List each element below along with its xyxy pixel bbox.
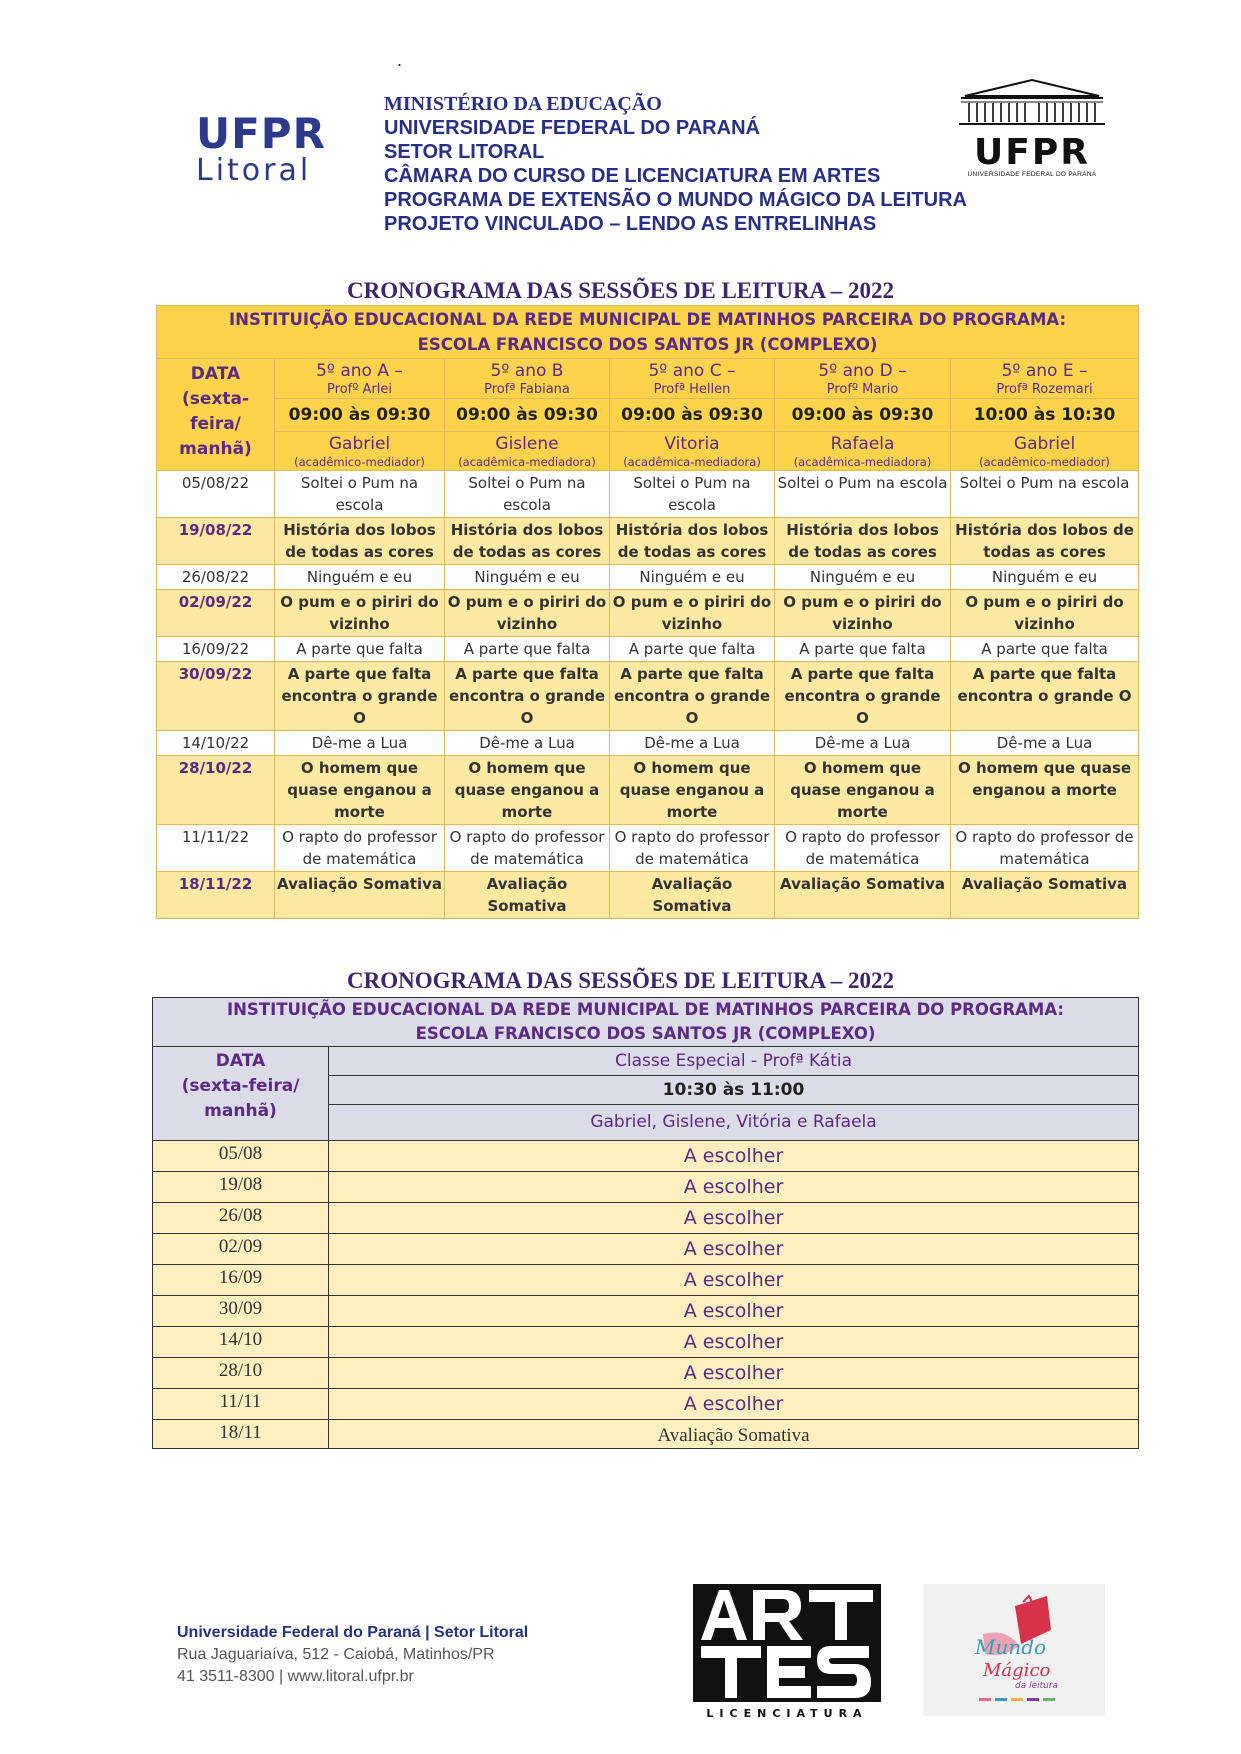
date-header-line: (sexta- (181, 389, 250, 409)
activity-cell: A escolher (329, 1327, 1139, 1358)
schedule2-row (153, 1358, 1139, 1389)
header-sector: SETOR LITORAL (384, 141, 545, 163)
class-mediator (610, 432, 775, 471)
class-prof: Profª Fabiana (484, 382, 570, 397)
schedule2-row (153, 1234, 1139, 1265)
activity-cell: A escolher (329, 1203, 1139, 1234)
schedule1-institution-line2: ESCOLA FRANCISCO DOS SANTOS JR (COMPLEXO) (417, 335, 878, 354)
svg-text:Mundo: Mundo (975, 1635, 1047, 1659)
row-date: 05/08/22 (157, 471, 275, 518)
book-title-cell: O homem que quase enganou a morte (610, 756, 775, 825)
book-title-cell: Ninguém e eu (445, 565, 610, 590)
mediator-name: Gabriel (328, 434, 391, 454)
class-mediator (445, 432, 610, 471)
header-program: PROGRAMA DE EXTENSÃO O MUNDO MÁGICO DA LEITURA (384, 189, 967, 211)
class-header (610, 359, 775, 399)
activity-cell: A escolher (329, 1265, 1139, 1296)
book-title-cell: Soltei o Pum na escola (775, 471, 951, 518)
book-title-cell: A parte que falta encontra o grande O (275, 662, 445, 731)
mediator-role: (acadêmica-mediadora) (458, 455, 596, 469)
schedule2-row (153, 1265, 1139, 1296)
book-title-cell: História dos lobos de todas as cores (951, 518, 1139, 565)
book-title-cell: A parte que falta (445, 637, 610, 662)
book-title-cell: A parte que falta encontra o grande O (775, 662, 951, 731)
svg-text:da leitura: da leitura (1015, 1681, 1059, 1691)
class-name: 5º ano A – (316, 361, 403, 381)
book-title-cell: A parte que falta (951, 637, 1139, 662)
class-name: 5º ano B (490, 361, 564, 381)
activity-cell: A escolher (329, 1172, 1139, 1203)
row-date: 11/11 (153, 1389, 329, 1420)
book-title-cell: O homem que quase enganou a morte (275, 756, 445, 825)
row-date: 30/09/22 (157, 662, 275, 731)
book-title-cell: Avaliação Somativa (951, 872, 1139, 919)
book-title-cell: Ninguém e eu (275, 565, 445, 590)
schedule2-mediators: Gabriel, Gislene, Vitória e Rafaela (329, 1105, 1139, 1141)
schedule1-institution (157, 306, 1139, 359)
schedule1-row (157, 872, 1139, 919)
mediator-name: Vitoria (664, 434, 720, 454)
book-title-cell: Soltei o Pum na escola (951, 471, 1139, 518)
row-date: 16/09 (153, 1265, 329, 1296)
class-mediator (951, 432, 1139, 471)
class-time: 09:00 às 09:30 (775, 399, 951, 432)
book-title-cell: O rapto do professor de matemática (275, 825, 445, 872)
book-title-cell: Soltei o Pum na escola (610, 471, 775, 518)
schedule2-row (153, 1203, 1139, 1234)
ufpr-litoral-logo-line2: Litoral (196, 153, 312, 188)
class-name: 5º ano D – (818, 361, 907, 381)
schedule1-row (157, 590, 1139, 637)
schedule1-row (157, 471, 1139, 518)
header-ministry: MINISTÉRIO DA EDUCAÇÃO (384, 93, 662, 115)
ufpr-building-logo (955, 78, 1109, 178)
class-time: 09:00 às 09:30 (610, 399, 775, 432)
activity-cell: A escolher (329, 1234, 1139, 1265)
schedule1-row (157, 565, 1139, 590)
book-title-cell: História dos lobos de todas as cores (610, 518, 775, 565)
class-name: 5º ano C – (648, 361, 736, 381)
footer-line3: 41 3511-8300 | www.litoral.ufpr.br (177, 1668, 414, 1685)
activity-cell: A escolher (329, 1389, 1139, 1420)
row-date: 18/11/22 (157, 872, 275, 919)
schedule2-row (153, 1327, 1139, 1358)
row-date: 30/09 (153, 1296, 329, 1327)
schedule2-body (153, 1141, 1139, 1449)
row-date: 26/08/22 (157, 565, 275, 590)
class-mediator (275, 432, 445, 471)
ufpr-building-icon (955, 78, 1109, 128)
header-project: PROJETO VINCULADO – LENDO AS ENTRELINHAS (384, 213, 877, 235)
book-title-cell: A parte que falta encontra o grande O (610, 662, 775, 731)
class-time: 09:00 às 09:30 (275, 399, 445, 432)
row-date: 11/11/22 (157, 825, 275, 872)
date-header-line: manhã) (179, 439, 252, 459)
ufpr-litoral-logo-line1: UFPR (196, 109, 326, 158)
date-header-line: DATA (215, 1051, 266, 1071)
book-title-cell: Avaliação Somativa (775, 872, 951, 919)
row-date: 16/09/22 (157, 637, 275, 662)
row-date: 28/10 (153, 1358, 329, 1389)
book-title-cell: Soltei o Pum na escola (275, 471, 445, 518)
book-title-cell: Avaliação Somativa (610, 872, 775, 919)
book-title-cell: O pum e o piriri do vizinho (275, 590, 445, 637)
schedule2-row (153, 1172, 1139, 1203)
class-header (951, 359, 1139, 399)
svg-text:Mágico: Mágico (983, 1660, 1051, 1681)
book-title-cell: Dê-me a Lua (775, 731, 951, 756)
schedule1-date-header (157, 359, 275, 471)
book-title-cell: A parte que falta (775, 637, 951, 662)
book-title-cell: Dê-me a Lua (610, 731, 775, 756)
book-title-cell: O pum e o piriri do vizinho (951, 590, 1139, 637)
artes-logo-sub: LICENCIATURA (706, 1707, 868, 1720)
row-date: 02/09/22 (157, 590, 275, 637)
activity-cell: A escolher (329, 1296, 1139, 1327)
book-title-cell: O pum e o piriri do vizinho (775, 590, 951, 637)
book-title-cell: O homem que quase enganou a morte (775, 756, 951, 825)
schedule2-institution-line2: ESCOLA FRANCISCO DOS SANTOS JR (COMPLEXO) (415, 1024, 876, 1043)
class-header (275, 359, 445, 399)
schedule2-class-name: Classe Especial - Profª Kátia (329, 1047, 1139, 1076)
book-title-cell: O rapto do professor de matemática (610, 825, 775, 872)
book-title-cell: História dos lobos de todas as cores (445, 518, 610, 565)
schedule2-row (153, 1141, 1139, 1172)
mundo-magico-icon (923, 1584, 1105, 1716)
date-header-line: manhã) (204, 1101, 277, 1121)
schedule1-row (157, 825, 1139, 872)
header-course: CÂMARA DO CURSO DE LICENCIATURA EM ARTES (384, 165, 881, 187)
artes-logo-icon (693, 1584, 881, 1702)
mundo-magico-logo (923, 1584, 1105, 1716)
ufpr-brand-text: UFPR (974, 132, 1090, 173)
schedule2-institution (153, 998, 1139, 1047)
class-prof: Profº Mario (826, 382, 899, 397)
artes-licenciatura-logo (693, 1584, 881, 1720)
book-title-cell: O pum e o piriri do vizinho (445, 590, 610, 637)
book-title-cell: O homem que quase enganou a morte (951, 756, 1139, 825)
schedule2-row (153, 1420, 1139, 1449)
book-title-cell: A parte que falta encontra o grande O (951, 662, 1139, 731)
activity-cell: A escolher (329, 1141, 1139, 1172)
schedule2-time: 10:30 às 11:00 (329, 1076, 1139, 1105)
book-title-cell: Soltei o Pum na escola (445, 471, 610, 518)
row-date: 19/08/22 (157, 518, 275, 565)
mediator-name: Rafaela (830, 434, 895, 454)
schedule1-row (157, 731, 1139, 756)
header-university: UNIVERSIDADE FEDERAL DO PARANÁ (384, 117, 760, 139)
book-title-cell: Dê-me a Lua (951, 731, 1139, 756)
ufpr-brand-subtitle: UNIVERSIDADE FEDERAL DO PARANÁ (967, 171, 1097, 178)
schedule1-table (156, 305, 1139, 919)
book-title-cell: Avaliação Somativa (445, 872, 610, 919)
schedule1-institution-line1: INSTITUIÇÃO EDUCACIONAL DA REDE MUNICIPAL DE MATINHOS PARCEIRA DO PROGRAMA: (229, 310, 1067, 329)
class-name: 5º ano E – (1001, 361, 1088, 381)
date-header-line: feira/ (190, 414, 241, 434)
footer-address (177, 1622, 528, 1688)
book-title-cell: A parte que falta encontra o grande O (445, 662, 610, 731)
book-title-cell: Dê-me a Lua (445, 731, 610, 756)
schedule2-row (153, 1296, 1139, 1327)
schedule2-table (152, 997, 1139, 1449)
mediator-role: (acadêmica-mediadora) (623, 455, 761, 469)
book-title-cell: O rapto do professor de matemática (775, 825, 951, 872)
row-date: 05/08 (153, 1141, 329, 1172)
book-title-cell: O rapto do professor de matemática (951, 825, 1139, 872)
class-time: 10:00 às 10:30 (951, 399, 1139, 432)
schedule2-row (153, 1389, 1139, 1420)
class-header (775, 359, 951, 399)
schedule2-date-header (153, 1047, 329, 1141)
book-title-cell: A parte que falta (610, 637, 775, 662)
row-date: 28/10/22 (157, 756, 275, 825)
activity-cell: A escolher (329, 1358, 1139, 1389)
mediator-name: Gabriel (1013, 434, 1076, 454)
schedule1-title: CRONOGRAMA DAS SESSÕES DE LEITURA – 2022 (346, 278, 894, 303)
book-title-cell: Ninguém e eu (775, 565, 951, 590)
book-title-cell: O homem que quase enganou a morte (445, 756, 610, 825)
schedule2-title: CRONOGRAMA DAS SESSÕES DE LEITURA – 2022 (346, 968, 894, 993)
schedule1-row (157, 662, 1139, 731)
book-title-cell: A parte que falta (275, 637, 445, 662)
book-title-cell: Ninguém e eu (610, 565, 775, 590)
date-header-line: DATA (190, 364, 241, 384)
book-title-cell: Ninguém e eu (951, 565, 1139, 590)
row-date: 19/08 (153, 1172, 329, 1203)
class-mediator (775, 432, 951, 471)
book-title-cell: Avaliação Somativa (275, 872, 445, 919)
mediator-role: (acadêmica-mediadora) (793, 455, 932, 469)
row-date: 02/09 (153, 1234, 329, 1265)
book-title-cell: História dos lobos de todas as cores (275, 518, 445, 565)
schedule1-row (157, 637, 1139, 662)
class-prof: Profª Rozemari (996, 382, 1093, 397)
date-header-line: (sexta-feira/ (181, 1076, 300, 1096)
schedule1-row (157, 518, 1139, 565)
row-date: 18/11 (153, 1420, 329, 1449)
ufpr-litoral-logo (196, 109, 346, 188)
class-time: 09:00 às 09:30 (445, 399, 610, 432)
header-institution-lines (384, 92, 1004, 236)
mediator-name: Gislene (495, 434, 559, 454)
class-header (445, 359, 610, 399)
row-date: 14/10 (153, 1327, 329, 1358)
row-date: 26/08 (153, 1203, 329, 1234)
row-date: 14/10/22 (157, 731, 275, 756)
book-title-cell: História dos lobos de todas as cores (775, 518, 951, 565)
footer-line2: Rua Jaguariaíva, 512 - Caiobá, Matinhos/PR (177, 1646, 495, 1663)
class-prof: Profª Hellen (653, 382, 731, 397)
mediator-role: (acadêmico-mediador) (294, 455, 425, 469)
footer-line1: Universidade Federal do Paraná | Setor Litoral (177, 1624, 529, 1641)
schedule1-body (157, 471, 1139, 919)
mediator-role: (acadêmico-mediador) (979, 455, 1110, 469)
book-title-cell: O rapto do professor de matemática (445, 825, 610, 872)
activity-cell: Avaliação Somativa (329, 1420, 1139, 1449)
header-dot: . (397, 50, 403, 70)
schedule2-institution-line1: INSTITUIÇÃO EDUCACIONAL DA REDE MUNICIPAL DE MATINHOS PARCEIRA DO PROGRAMA: (226, 1000, 1065, 1019)
book-title-cell: O pum e o piriri do vizinho (610, 590, 775, 637)
class-prof: Profº Arlei (327, 382, 392, 397)
schedule1-row (157, 756, 1139, 825)
book-title-cell: Dê-me a Lua (275, 731, 445, 756)
